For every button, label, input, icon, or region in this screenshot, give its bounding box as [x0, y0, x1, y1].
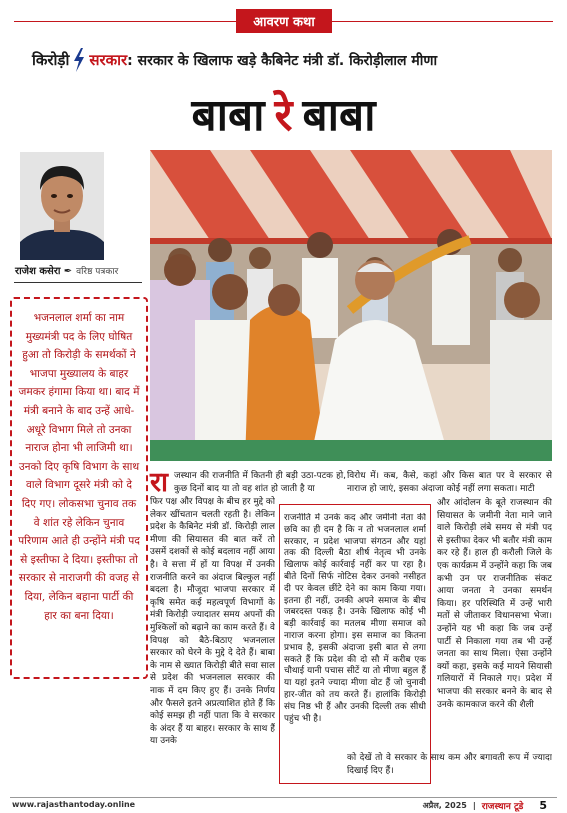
body-col1: फिर पक्ष और विपक्ष के बीच हर मुद्दे को लेकर खींचतान चलती रहती है। लेकिन प्रदेश के कैबिनेट मंत्री डॉ. किरोड़ी लाल मीणा की सियासत की बात करें तो उसमें दशकों से कोई बदलाव नहीं आया है। वे सत्ता में हों या विपक्ष में उनकी राजनीति करने का अंदाज बिल्कुल नहीं बदला है। मौजूदा भाजपा सरकार में कृषि समेत कई महत्वपूर्ण विभागों के मंत्री किरोड़ी ज्यादातर समय अपनों की मुश्किलों को बढ़ाने का काम करते हैं। वे विपक्ष को बैठे-बिठाए भजनलाल सरकार को घेरने के मुद्दे दे देते हैं। बाबा के नाम से ख्यात किरोड़ी बीते सवा साल से प्रदेश की भजनलाल सरकार की नाक में दम किए हुए हैं। उनके निर्णय और फैसले इतने अप्रत्याशित होते हैं कि कोई समझ ही नहीं पाता कि वे सरकार के अंदर हैं या बाहर। सरकार के साथ हैं या उनके: [150, 497, 275, 747]
author-divider: [14, 282, 142, 283]
pull-quote-box: [279, 504, 431, 784]
lead-photo: [150, 150, 552, 461]
body-col3: और आंदोलन के बूते राजस्थान की सियासत के जमीनी नेता माने जाने वाले किरोड़ी लंबे समय से मंत्री पद से इस्तीफा देकर भी बतौर मंत्री काम कर रहे हैं। हाल ही करौली जिले के एक कार्यक्रम में उन्होंने कहा कि जब कभी उन पर राजनीतिक संकट आया जनता ने उनका समर्थन किया। हर परिस्थिति में उन्हें भारी मतों से जीताकर विधानसभा भेजा। उन्होंने यह भी कहा कि जब उन्हें पार्टी से निकाला गया तब भी उन्हें जनता का साथ मिला। ऐसा उन्होंने क्यों कहा, इसके कई मायने सियासी गलियारों में निकाले गए। प्रदेश में भाजपा की सरकार बनने के बाद से उनके कामकाज करने की शैली: [437, 498, 552, 710]
author-photo: [20, 152, 104, 260]
kicker-left: किरोड़ी: [32, 51, 70, 69]
headline-part1: बाबा: [191, 90, 265, 141]
headline-part3: बाबा: [302, 90, 376, 141]
body-col2-bottom: को देखें तो वे सरकार के साथ कम और बगावती रूप में ज्यादा दिखाई दिए हैं।: [347, 753, 552, 776]
drop-cap: रा: [150, 467, 169, 498]
footer-issue: अप्रैल, 2025: [422, 800, 467, 810]
body-col2-top: विरोध में। कब, कैसे, कहां और किस बात पर वे सरकार से नाराज हो जाएं, इसका अंदाजा कोई नहीं लगा सकता। माटी: [347, 471, 552, 494]
body-col1-opening: जस्थान की राजनीति में कितनी ही बड़ी उठा-पटक हो, कुछ दिनों बाद या तो वह शांत हो जाती है या: [174, 471, 346, 494]
lightning-bolt-icon: [71, 48, 87, 72]
headline-part2: रे: [274, 90, 293, 141]
author-name: राजेश कसेरा: [15, 266, 61, 277]
footer-url[interactable]: www.rajasthantoday.online: [12, 800, 136, 809]
author-byline: [15, 263, 155, 279]
intro-box: भजनलाल शर्मा का नाम मुख्यमंत्री पद के लिए घोषित हुआ तो किरोड़ी के समर्थकों ने भाजपा मुख्यालय के बाहर जमकर हंगामा किया था। बाद में मंत्री बनाने के बाद उन्हें आधे-अधूरे विभाग मिले तो उनका नाराज होना भी लाजिमी था। उनको दिए कृषि विभाग के साथ वाले विभाग दूसरे मंत्री को दे दिए गए। लोकसभा चुनाव तक वे शांत रहे लेकिन चुनाव परिणाम आते ही उन्होंने मंत्री पद से इस्तीफा दे दिया। इस्तीफा तो सरकार से नाराजगी की वजह से दिया, लेकिन बहाना पार्टी की हार का बना दिया।: [10, 297, 148, 679]
pen-icon: ✒: [63, 266, 73, 277]
pull-quote-text: राजनीति में उनके कद और जमीनी नेता की छवि का ही दम है कि न तो भजनलाल शर्मा सरकार, न प्रदेश भाजपा संगठन और यहां तक की दिल्ली बैठा शीर्ष नेतृत्व भी उनके खिलाफ कोई कार्रवाई नहीं कर पा रहा है। बीते दिनों सिर्फ नोटिस देकर उनको नसीहत दी पर केवल छींटे देने का काम किया गया। इतना ही नहीं, उनकी अपने समाज के बीच जबरदस्त पकड़ है। उनके खिलाफ कोई भी बड़ी कार्रवाई का मतलब मीणा समाज को नाराज करना होगा। इस समाज का कितना प्रभाव है, इसकी अंदाजा इसी बात से लगा सकते हैं कि प्रदेश की दो सौ में करीब एक चौथाई यानी पचास सीटें या तो मीणा बहुल हैं या यहां इतने ज्यादा मीणा वोट हैं जो चुनावी हार-जीत को तय करते हैं। हालांकि किरोड़ी संघ निष्ठ भी हैं और उनकी दिल्ली तक सीधी पहुंच भी है।: [284, 513, 426, 724]
section-tag: आवरण कथा: [236, 9, 332, 33]
footer-brand: राजस्थान टूडे: [481, 801, 524, 812]
page-number: 5: [539, 798, 547, 812]
kicker-middle: सरकार: [89, 51, 128, 69]
kicker-rest: : सरकार के खिलाफ खड़े कैबिनेट मंत्री डॉ. किरोड़ीलाल मीणा: [127, 52, 438, 69]
footer-meta: अप्रैल, 2025 | राजस्थान टूडे 5: [422, 798, 547, 812]
author-role: वरिष्ठ पत्रकार: [76, 267, 119, 277]
kicker-line: [32, 47, 552, 73]
headline: [0, 88, 567, 144]
